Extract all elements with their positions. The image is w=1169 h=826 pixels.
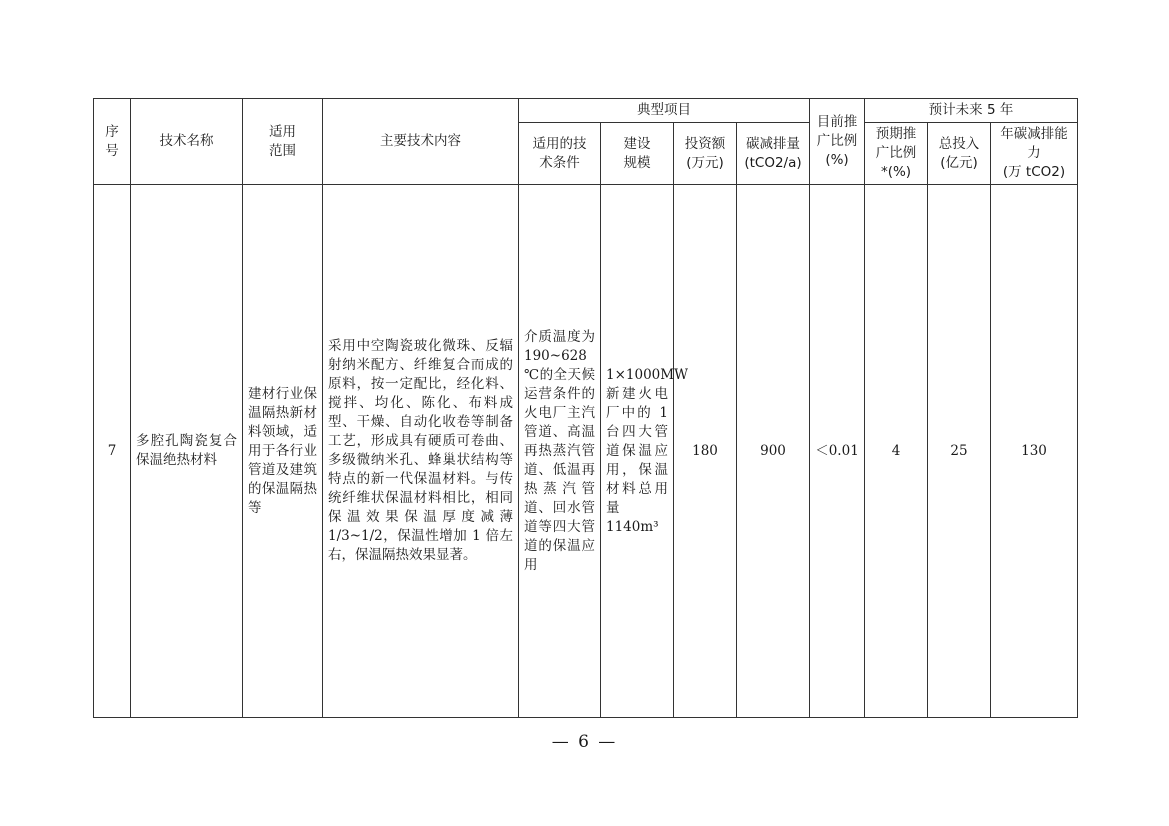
technology-table xyxy=(93,98,1078,718)
header-carbon-reduction: 碳减排量 (tCO2/a) xyxy=(737,123,810,185)
row-seq: 7 xyxy=(94,185,131,718)
header-seq: 序号 xyxy=(94,99,131,185)
header-main-content: 主要技术内容 xyxy=(323,99,519,185)
header-typical-project: 典型项目 xyxy=(519,99,810,123)
page-number: — 6 — xyxy=(551,732,618,752)
row-condition: 介质温度为190~628 ℃的全天候运营条件的火电厂主汽管道、高温再热蒸汽管道、低温再热蒸汽管道、回水管道等四大管道的保温应用 xyxy=(519,185,601,718)
row-scale: 1×1000MW新建火电厂中的 1 台四大管道保温应用，保温材料总用 量 1140m³ xyxy=(601,185,674,718)
row-total-investment: 25 xyxy=(928,185,991,718)
header-carbon-reduction-unit: (tCO2/a) xyxy=(744,154,802,171)
header-annual-capacity-unit: (万 tCO2) xyxy=(1002,164,1066,180)
row-carbon-reduction: 900 xyxy=(737,185,810,718)
header-condition: 适用的技术条件 xyxy=(519,123,601,185)
header-scope: 适用范围 xyxy=(243,99,323,185)
header-tech-name: 技术名称 xyxy=(131,99,243,185)
row-main-content: 采用中空陶瓷玻化微珠、反辐射纳米配方、纤维复合而成的原料，按一定配比，经化料、搅拌、均化、陈化、布料成型、干燥、自动化收卷等制备工艺，形成具有硬质可卷曲、多级微纳米孔、蜂巢状结构等特点的新一代保温材料。与传统纤维状保温材料相比，相同保温效果保温厚度减薄1/3~1/2，保温性增加 1 倍左右，保温隔热效果显著。 xyxy=(323,185,519,718)
row-scope: 建材行业保温隔热新材料领域，适用于各行业管道及建筑的保温隔热等 xyxy=(243,185,323,718)
header-scale: 建设规模 xyxy=(601,123,674,185)
header-forecast: 预计未来 5 年 xyxy=(865,99,1078,123)
header-current-ratio: 目前推广比例 (%) xyxy=(810,99,865,185)
header-current-ratio-unit: (%) xyxy=(825,152,849,168)
row-investment: 180 xyxy=(674,185,737,718)
row-tech-name: 多腔孔陶瓷复合保温绝热材料 xyxy=(131,185,243,718)
header-annual-capacity: 年碳减排能力 (万 tCO2) xyxy=(991,123,1078,185)
header-expected-ratio-unit: *(%) xyxy=(880,164,912,180)
row-expected-ratio: 4 xyxy=(865,185,928,718)
header-investment: 投资额 (万元) xyxy=(674,123,737,185)
row-annual-capacity: 130 xyxy=(991,185,1078,718)
header-expected-ratio: 预期推广比例 *(%) xyxy=(865,123,928,185)
row-current-ratio: ＜0.01 xyxy=(810,185,865,718)
header-total-investment: 总投入 (亿元) xyxy=(928,123,991,185)
header-total-investment-unit: (亿元) xyxy=(940,154,978,171)
header-investment-unit: (万元) xyxy=(686,154,724,171)
